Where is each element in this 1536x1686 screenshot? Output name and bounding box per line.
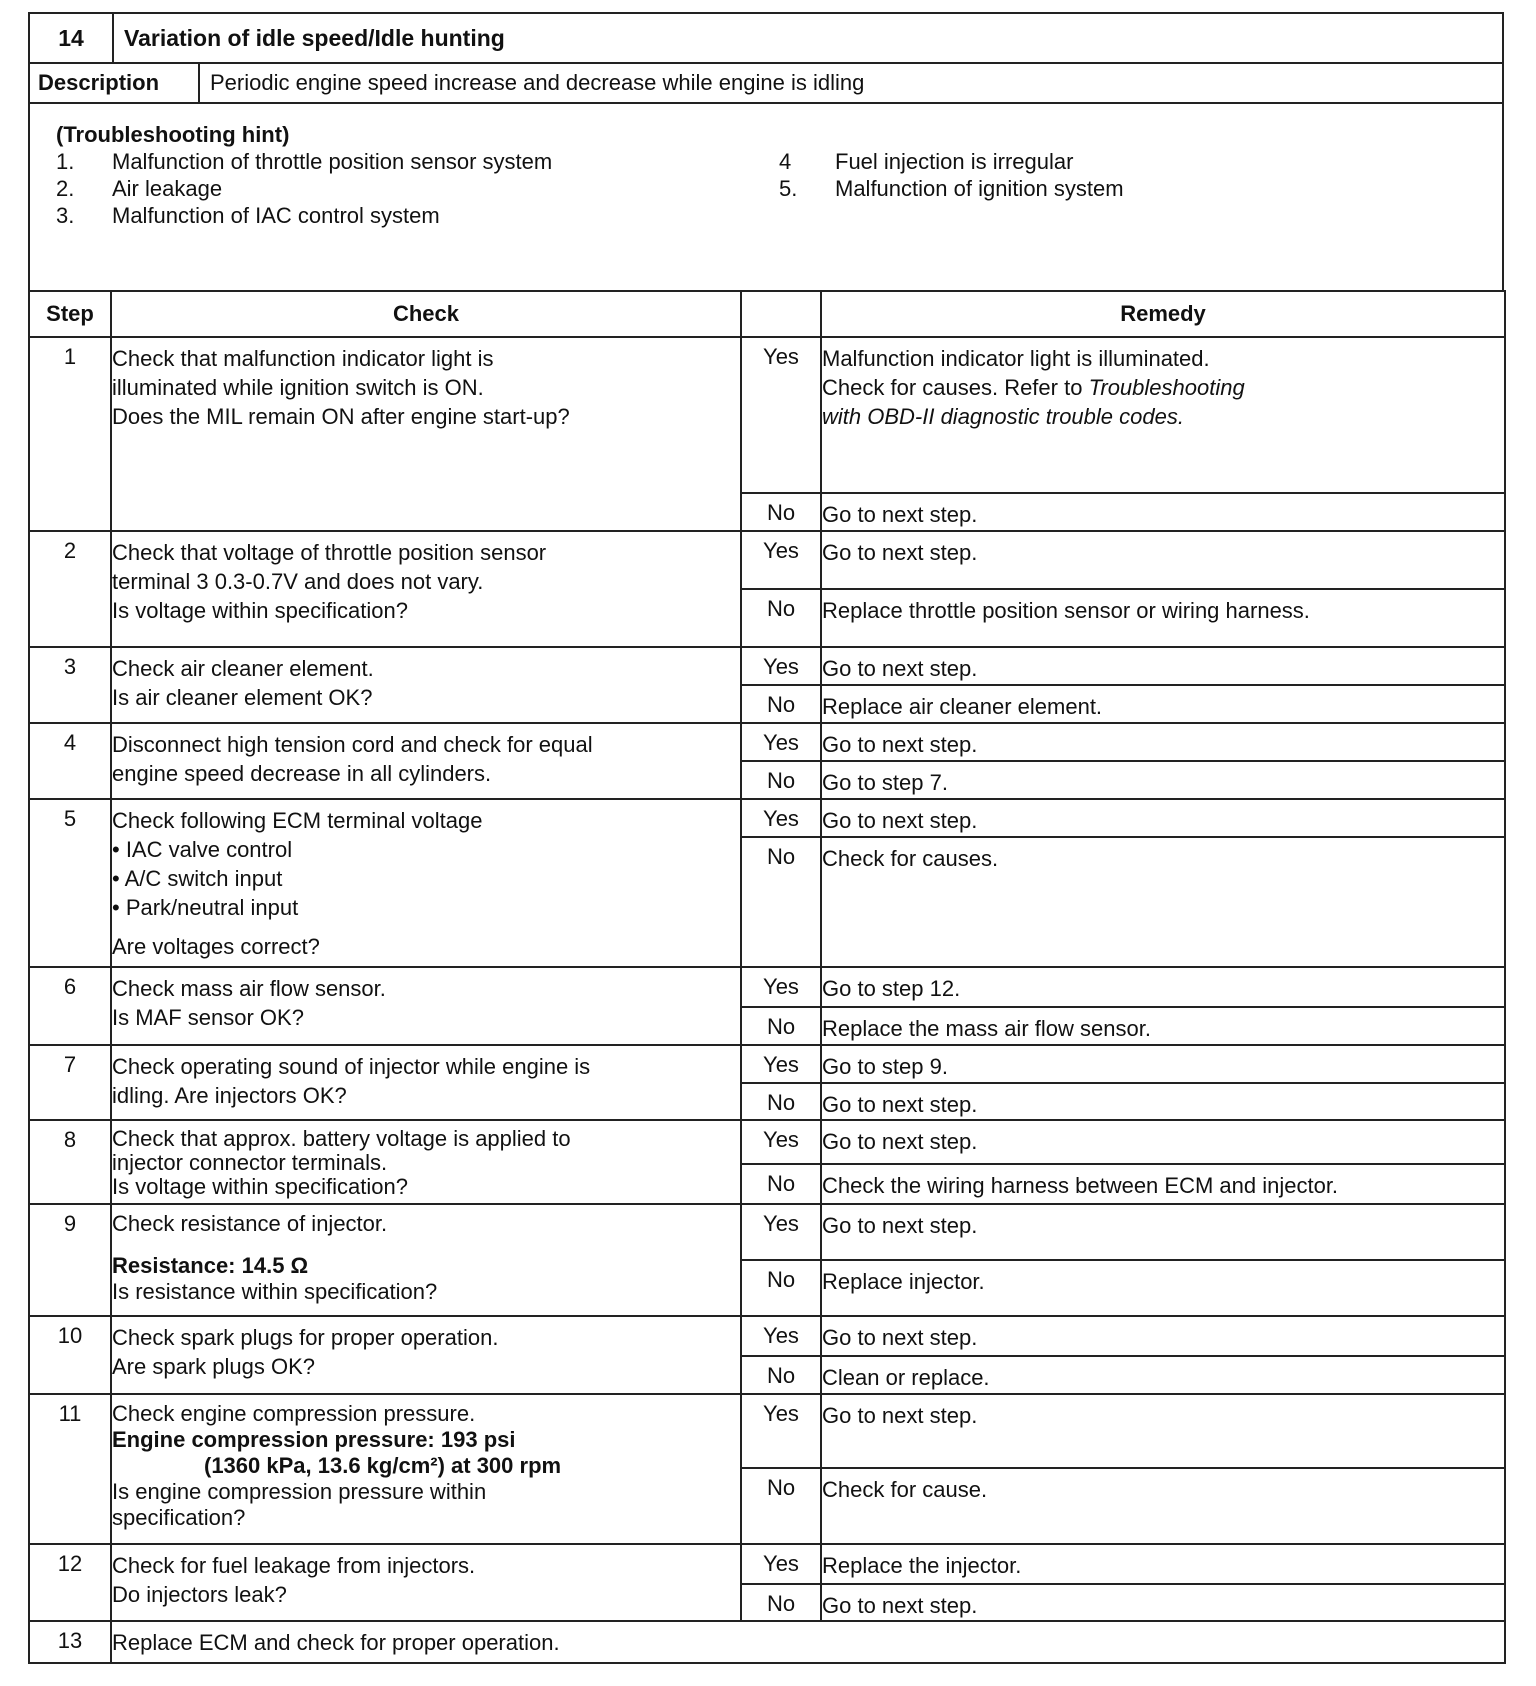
remedy-no: Check for causes. (821, 837, 1505, 967)
remedy-yes: Go to step 12. (821, 967, 1505, 1007)
remedy-yes: Go to next step. (821, 799, 1505, 837)
step-number: 12 (29, 1544, 111, 1621)
step-check: Check for fuel leakage from injectors. Do injectors leak? (111, 1544, 741, 1621)
answer-no: No (741, 1007, 821, 1045)
hint-item: 1. Malfunction of throttle position sensor system (56, 149, 553, 174)
answer-no: No (741, 1164, 821, 1204)
table-row (29, 1204, 1505, 1260)
answer-yes: Yes (741, 1316, 821, 1356)
answer-yes: Yes (741, 967, 821, 1007)
step-check: Check that malfunction indicator light is illuminated while ignition switch is ON. Does the MIL remain ON after engine start-up? (111, 337, 741, 531)
step-check: Check mass air flow sensor. Is MAF sensor OK? (111, 967, 741, 1045)
step-check: Check operating sound of injector while engine is idling. Are injectors OK? (111, 1045, 741, 1120)
step-check: Check following ECM terminal voltage • IAC valve control • A/C switch input • Park/neutral input Are voltages correct? (111, 799, 741, 967)
answer-no: No (741, 685, 821, 723)
remedy-yes: Go to next step. (821, 1204, 1505, 1260)
table-row (29, 1120, 1505, 1164)
answer-yes: Yes (741, 647, 821, 685)
answer-yes: Yes (741, 337, 821, 493)
remedy-yes: Go to next step. (821, 1394, 1505, 1468)
table-row (29, 799, 1505, 837)
remedy-no: Replace air cleaner element. (821, 685, 1505, 723)
hint-item: 4 Fuel injection is irregular (779, 149, 1074, 174)
hint-item: 2. Air leakage (56, 176, 223, 201)
step-number: 3 (29, 647, 111, 723)
table-row (29, 337, 1505, 493)
table-row (29, 1544, 1505, 1584)
hints-right-column (779, 148, 1502, 229)
hint-item: 3. Malfunction of IAC control system (56, 203, 440, 228)
step-number: 10 (29, 1316, 111, 1394)
step-check: Check air cleaner element. Is air cleaner element OK? (111, 647, 741, 723)
answer-yes: Yes (741, 799, 821, 837)
step-number: 11 (29, 1394, 111, 1544)
table-row (29, 1045, 1505, 1083)
table-row (29, 647, 1505, 685)
remedy-no: Check for cause. (821, 1468, 1505, 1544)
answer-no: No (741, 837, 821, 967)
remedy-yes: Malfunction indicator light is illuminated. Check for causes. Refer to Troubleshooting with OBD-II diagnostic trouble codes. (821, 337, 1505, 493)
answer-yes: Yes (741, 531, 821, 589)
table-row (29, 1621, 1505, 1663)
remedy-no: Go to step 7. (821, 761, 1505, 799)
answer-yes: Yes (741, 1394, 821, 1468)
answer-no: No (741, 1468, 821, 1544)
remedy-no: Go to next step. (821, 1584, 1505, 1621)
steps-table (28, 290, 1506, 1664)
description-label: Description (30, 64, 200, 102)
answer-no: No (741, 1356, 821, 1394)
answer-no: No (741, 1083, 821, 1120)
answer-no: No (741, 1260, 821, 1316)
procedure-header (28, 12, 1504, 62)
step-number: 1 (29, 337, 111, 531)
step-number: 4 (29, 723, 111, 799)
answer-no: No (741, 1584, 821, 1621)
step-number: 13 (29, 1621, 111, 1663)
step-check: Disconnect high tension cord and check for equal engine speed decrease in all cylinders. (111, 723, 741, 799)
remedy-no: Go to next step. (821, 493, 1505, 531)
step-number: 8 (29, 1120, 111, 1204)
table-row (29, 723, 1505, 761)
table-row (29, 1316, 1505, 1356)
answer-yes: Yes (741, 1120, 821, 1164)
hints-title: (Troubleshooting hint) (56, 122, 290, 147)
step-column-header: Step (29, 291, 111, 337)
troubleshooting-sheet (28, 12, 1504, 1664)
step-check: Check that approx. battery voltage is applied to injector connector terminals. Is voltage within specification? (111, 1120, 741, 1204)
step-check: Replace ECM and check for proper operation. (111, 1621, 1505, 1663)
answer-yes: Yes (741, 723, 821, 761)
step-number: 6 (29, 967, 111, 1045)
procedure-number: 14 (30, 14, 114, 62)
step-number: 9 (29, 1204, 111, 1316)
remedy-no: Replace injector. (821, 1260, 1505, 1316)
check-column-header: Check (111, 291, 741, 337)
table-row (29, 531, 1505, 589)
remedy-yes: Replace the injector. (821, 1544, 1505, 1584)
remedy-no: Replace the mass air flow sensor. (821, 1007, 1505, 1045)
hint-item: 5. Malfunction of ignition system (779, 176, 1124, 201)
troubleshooting-hints (28, 102, 1504, 290)
step-check: Check resistance of injector. Resistance: 14.5 Ω Is resistance within specification? (111, 1204, 741, 1316)
hints-left-column (56, 148, 779, 229)
step-check: Check spark plugs for proper operation. Are spark plugs OK? (111, 1316, 741, 1394)
remedy-yes: Go to next step. (821, 1120, 1505, 1164)
answer-yes: Yes (741, 1045, 821, 1083)
remedy-yes: Go to step 9. (821, 1045, 1505, 1083)
remedy-no: Go to next step. (821, 1083, 1505, 1120)
remedy-no: Replace throttle position sensor or wiring harness. (821, 589, 1505, 647)
description-row (28, 62, 1504, 102)
answer-column-header (741, 291, 821, 337)
answer-yes: Yes (741, 1544, 821, 1584)
remedy-yes: Go to next step. (821, 1316, 1505, 1356)
answer-no: No (741, 493, 821, 531)
remedy-yes: Go to next step. (821, 723, 1505, 761)
step-check: Check engine compression pressure. Engine compression pressure: 193 psi (1360 kPa, 13.6 kg/cm²) at 300 rpm Is engine compression pressure within specification? (111, 1394, 741, 1544)
step-number: 2 (29, 531, 111, 647)
step-number: 7 (29, 1045, 111, 1120)
table-header-row (29, 291, 1505, 337)
step-number: 5 (29, 799, 111, 967)
answer-no: No (741, 761, 821, 799)
remedy-column-header: Remedy (821, 291, 1505, 337)
description-text: Periodic engine speed increase and decrease while engine is idling (210, 70, 865, 95)
remedy-no: Check the wiring harness between ECM and injector. (821, 1164, 1505, 1204)
remedy-yes: Go to next step. (821, 531, 1505, 589)
step-check: Check that voltage of throttle position sensor terminal 3 0.3-0.7V and does not vary. Is voltage within specification? (111, 531, 741, 647)
table-row (29, 967, 1505, 1007)
table-row (29, 1394, 1505, 1468)
answer-no: No (741, 589, 821, 647)
remedy-no: Clean or replace. (821, 1356, 1505, 1394)
answer-yes: Yes (741, 1204, 821, 1260)
procedure-title: Variation of idle speed/Idle hunting (124, 24, 505, 51)
remedy-yes: Go to next step. (821, 647, 1505, 685)
